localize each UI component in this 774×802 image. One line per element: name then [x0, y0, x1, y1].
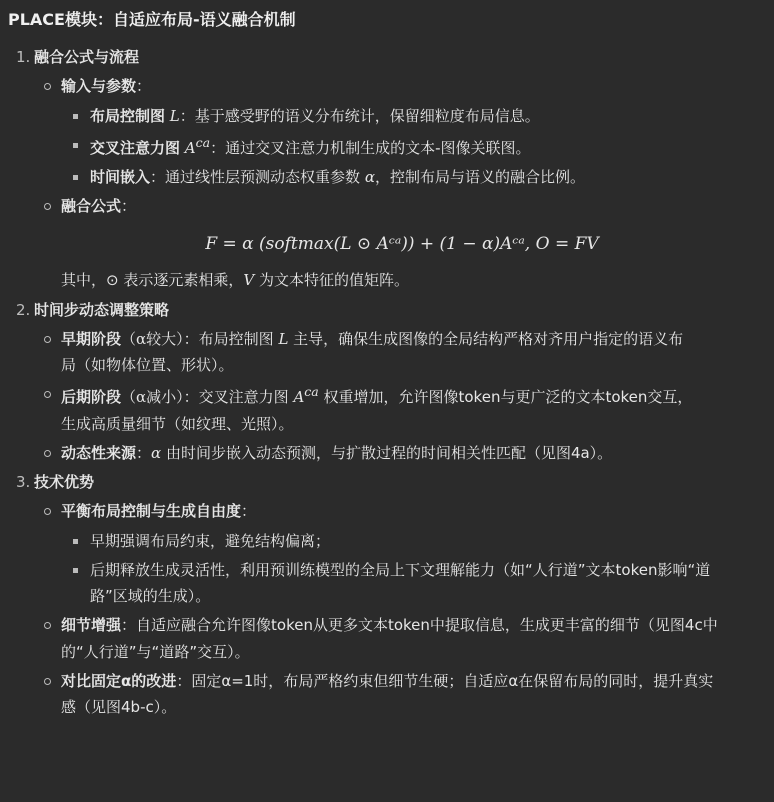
item-text: ：布局控制图 — [183, 329, 279, 348]
circle-bullet-icon — [44, 450, 51, 457]
list-item-late-stage — [8, 381, 766, 437]
square-bullet-icon — [73, 568, 78, 573]
item-text: 后期释放生成灵活性，利用预训练模型的全局上下文理解能力（如“人行道”文本token影响“道 — [90, 560, 711, 579]
section-number: 1. — [16, 48, 31, 66]
formula-note — [8, 267, 766, 293]
list-item-balance-late — [8, 557, 766, 610]
item-text: 路”区域的生成）。 — [90, 587, 211, 605]
list-item-balance-early — [8, 528, 766, 554]
circle-bullet-icon — [44, 678, 51, 685]
square-bullet-icon — [73, 175, 78, 180]
section-number: 2. — [16, 300, 31, 319]
section-title: 技术优势 — [34, 473, 95, 491]
item-text: ：自适应融合允许图像token从更多文本token中提取信息，生成更丰富的细节（见图4c中 — [121, 616, 718, 635]
math-symbol: V — [243, 271, 255, 290]
item-text: ：通过线性层预测动态权重参数 — [150, 168, 361, 186]
list-item-dynamics-source — [8, 440, 766, 466]
item-text: ：固定α=1时，布局严格约束但细节生硬；自适应α在保留布局的同时，提升真实 — [176, 671, 714, 690]
section-1 — [8, 44, 766, 70]
item-heading: 融合公式 — [61, 197, 122, 216]
circle-bullet-icon — [44, 336, 51, 343]
item-heading: 时间嵌入 — [90, 168, 151, 186]
item-heading: 平衡布局控制与生成自由度 — [61, 502, 242, 521]
list-item-early-stage — [8, 326, 766, 379]
note-text: 其中，⊙ 表示逐元素相乘， — [61, 271, 244, 290]
item-heading: 早期阶段 — [61, 329, 122, 348]
section-title: 时间步动态调整策略 — [34, 300, 170, 319]
item-text: 权重增加，允许图像token与更广泛的文本token交互， — [318, 388, 693, 407]
item-heading: 布局控制图 — [90, 106, 166, 125]
circle-bullet-icon — [44, 508, 51, 515]
math-superscript: ca — [304, 384, 319, 400]
list-item-formula — [8, 193, 766, 219]
item-text: ：基于感受野的语义分布统计，保留细粒度布局信息。 — [179, 106, 540, 125]
item-heading: 输入与参数 — [61, 77, 137, 96]
list-item-time-embedding — [8, 164, 766, 190]
item-heading: 对比固定α的改进 — [61, 671, 177, 690]
item-text: ，控制布局与语义的融合比例。 — [374, 168, 585, 186]
list-item-inputs — [8, 73, 766, 99]
math-symbol: A — [184, 138, 196, 157]
item-text: 感（见图4b-c）。 — [61, 698, 177, 716]
math-symbol: α — [364, 168, 375, 186]
math-symbol: L — [278, 329, 289, 348]
item-text: 局（如物体位置、形状）。 — [61, 356, 234, 374]
item-paren: （α较大） — [121, 329, 184, 348]
item-paren: （α减小） — [121, 388, 184, 407]
circle-bullet-icon — [44, 391, 51, 398]
page-title: PLACE模块：自适应布局-语义融合机制 — [8, 10, 296, 29]
item-text: 的“人行道”与“道路”交互）。 — [61, 642, 250, 661]
list-item-balance — [8, 498, 766, 524]
item-text: ：通过交叉注意力机制生成的文本-图像关联图。 — [210, 138, 531, 157]
item-text: 生成高质量细节（如纹理、光照）。 — [61, 414, 294, 433]
circle-bullet-icon — [44, 83, 51, 90]
fusion-formula: F = α (softmax(L ⊙ Aᶜᵃ)) + (1 − α)Aᶜᵃ, O = FV — [205, 233, 599, 254]
math-symbol: L — [169, 106, 180, 125]
circle-bullet-icon — [44, 622, 51, 629]
item-text: 主导，确保生成图像的全局结构严格对齐用户指定的语义布 — [288, 329, 684, 348]
section-2 — [8, 297, 766, 323]
item-heading: 交叉注意力图 — [90, 138, 181, 157]
item-text: 早期强调布局约束，避免结构偏离； — [90, 531, 331, 550]
item-heading: 细节增强 — [61, 616, 122, 635]
list-item-layout-map — [8, 103, 766, 129]
circle-bullet-icon — [44, 203, 51, 210]
item-heading: 后期阶段 — [61, 388, 122, 407]
section-3 — [8, 469, 766, 495]
colon: ： — [241, 502, 257, 521]
section-title: 融合公式与流程 — [34, 48, 140, 66]
math-symbol: α — [151, 443, 162, 462]
colon: ： — [121, 197, 137, 216]
math-superscript: ca — [195, 134, 211, 150]
list-item-cross-attention — [8, 132, 766, 161]
item-text: ：交叉注意力图 — [183, 388, 294, 407]
section-number: 3. — [16, 473, 31, 491]
item-heading: 动态性来源 — [61, 443, 137, 462]
colon: ： — [136, 77, 152, 96]
math-symbol: A — [293, 388, 305, 407]
square-bullet-icon — [73, 143, 78, 148]
square-bullet-icon — [73, 539, 78, 544]
square-bullet-icon — [73, 114, 78, 119]
item-text: 由时间步嵌入动态预测，与扩散过程的时间相关性匹配（见图4a）。 — [161, 443, 613, 462]
list-item-detail — [8, 612, 766, 665]
list-item-compare — [8, 668, 766, 721]
item-text: ： — [136, 443, 152, 462]
note-text: 为文本特征的值矩阵。 — [254, 271, 409, 290]
